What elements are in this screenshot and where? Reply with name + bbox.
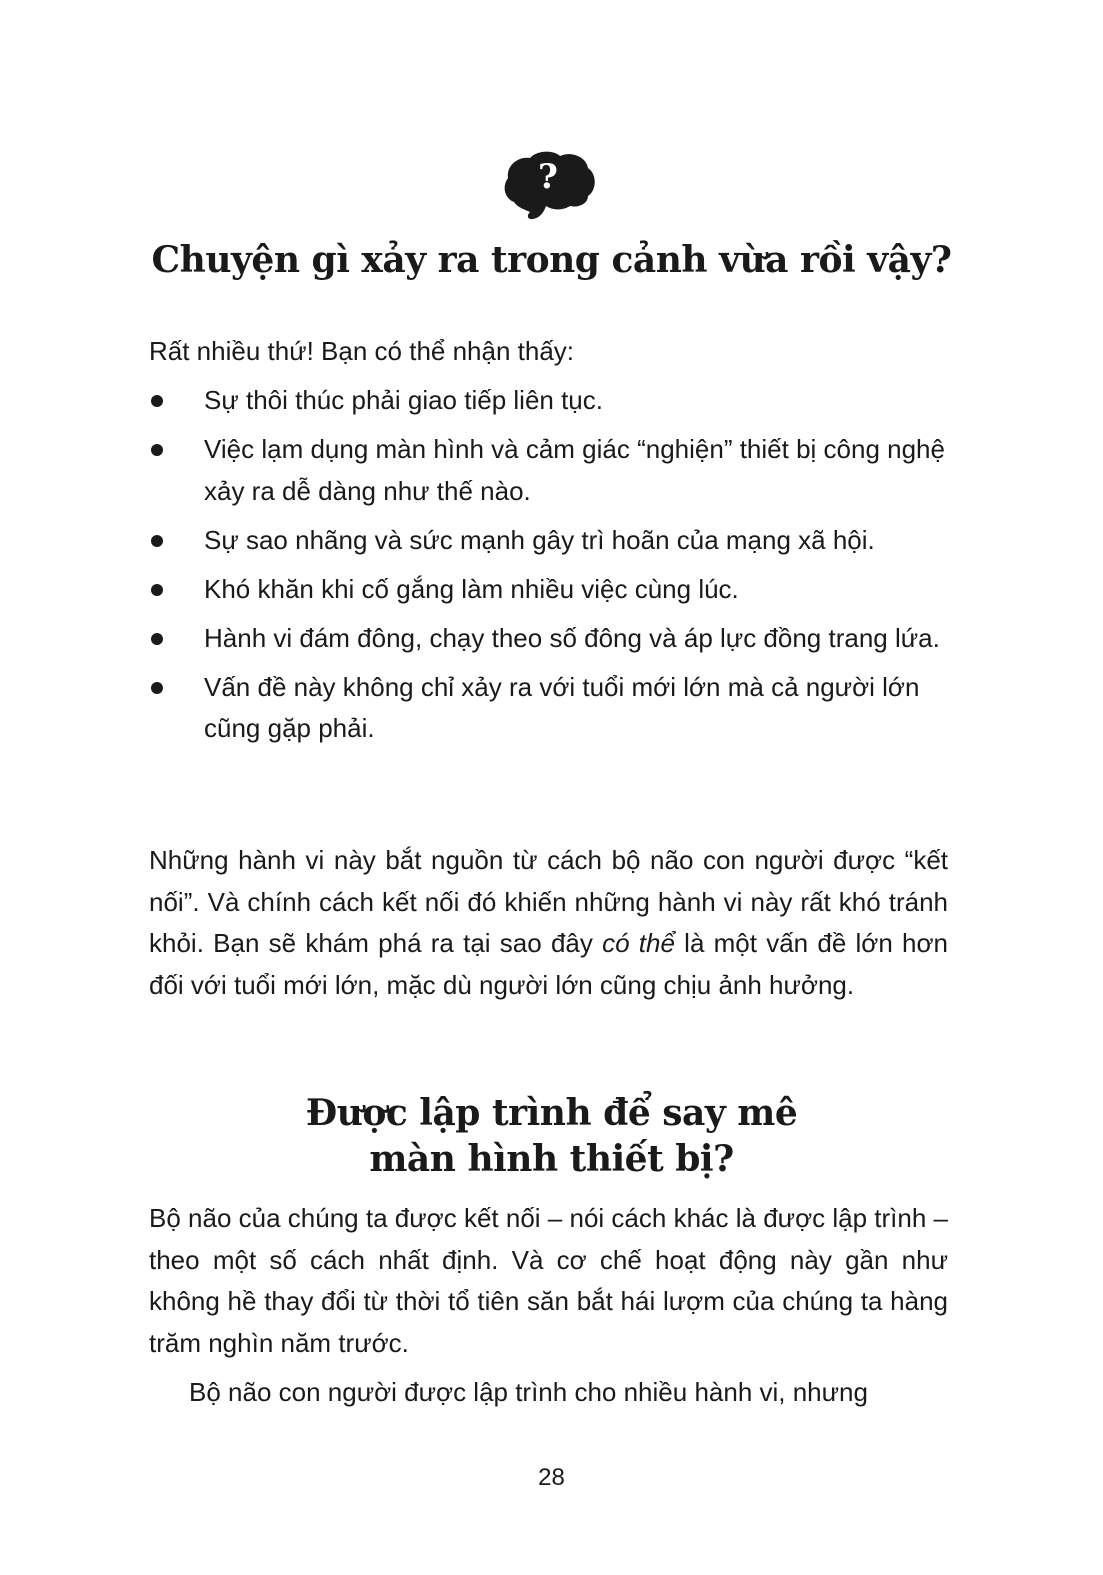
list-item-text: Việc lạm dụng màn hình và cảm giác “nghiện” thiết bị công nghệ xảy ra dễ dàng như thế nào. (204, 434, 945, 506)
bullet-icon (151, 535, 163, 547)
emphasis-text: có thể (602, 928, 675, 958)
subsection-heading (0, 1090, 1103, 1182)
list-item (149, 569, 948, 611)
heading-line: màn hình thiết bị? (369, 1138, 734, 1180)
paragraph-text: là một vấn đề lớn hơn đối với tuổi mới lớn, mặc dù người lớn cũng chịu ảnh hưởng. (149, 928, 949, 1000)
paragraph-text: Những hành vi này bắt nguồn từ cách bộ não con người được “kết nối”. Và chính cách kết nối đó khiến những hành vi này rất khó tránh khỏi. Bạn sẽ khám phá ra tại sao đây (149, 845, 948, 958)
intro-paragraph: Rất nhiều thứ! Bạn có thể nhận thấy: (149, 336, 575, 366)
bullet-list (149, 380, 948, 757)
body-paragraph (149, 840, 948, 1006)
bullet-icon (151, 395, 163, 407)
body-paragraph: Bộ não con người được lập trình cho nhiều hành vi, nhưng (189, 1377, 868, 1407)
brain-question-icon (500, 150, 598, 220)
bullet-icon (151, 633, 163, 645)
bullet-icon (151, 682, 163, 694)
list-item (149, 380, 948, 422)
svg-text:?: ? (538, 157, 558, 197)
body-paragraph: Bộ não của chúng ta được kết nối – nói cách khác là được lập trình – theo một số cách nhất định. Và cơ chế hoạt động này gần như không hề thay đổi từ thời tổ tiên săn bắt hái lượm của chúng ta hàng trăm nghìn năm trước. (149, 1203, 948, 1358)
list-item-text: Vấn đề này không chỉ xảy ra với tuổi mới lớn mà cả người lớn cũng gặp phải. (204, 671, 920, 743)
page-number: 28 (538, 1464, 565, 1491)
list-item (149, 667, 948, 750)
list-item-text: Sự thôi thúc phải giao tiếp liên tục. (204, 385, 603, 415)
list-item-text: Sự sao nhãng và sức mạnh gây trì hoãn của mạng xã hội. (204, 524, 875, 555)
list-item-text: Khó khăn khi cố gắng làm nhiều việc cùng lúc. (204, 573, 739, 604)
bullet-icon (151, 584, 163, 596)
list-item (149, 618, 948, 660)
section-heading: Chuyện gì xảy ra trong cảnh vừa rồi vậy? (151, 239, 952, 281)
heading-line: Được lập trình để say mê (305, 1092, 798, 1134)
list-item (149, 429, 948, 512)
list-item (149, 520, 948, 562)
bullet-icon (151, 444, 163, 456)
list-item-text: Hành vi đám đông, chạy theo số đông và áp lực đồng trang lứa. (204, 622, 940, 653)
